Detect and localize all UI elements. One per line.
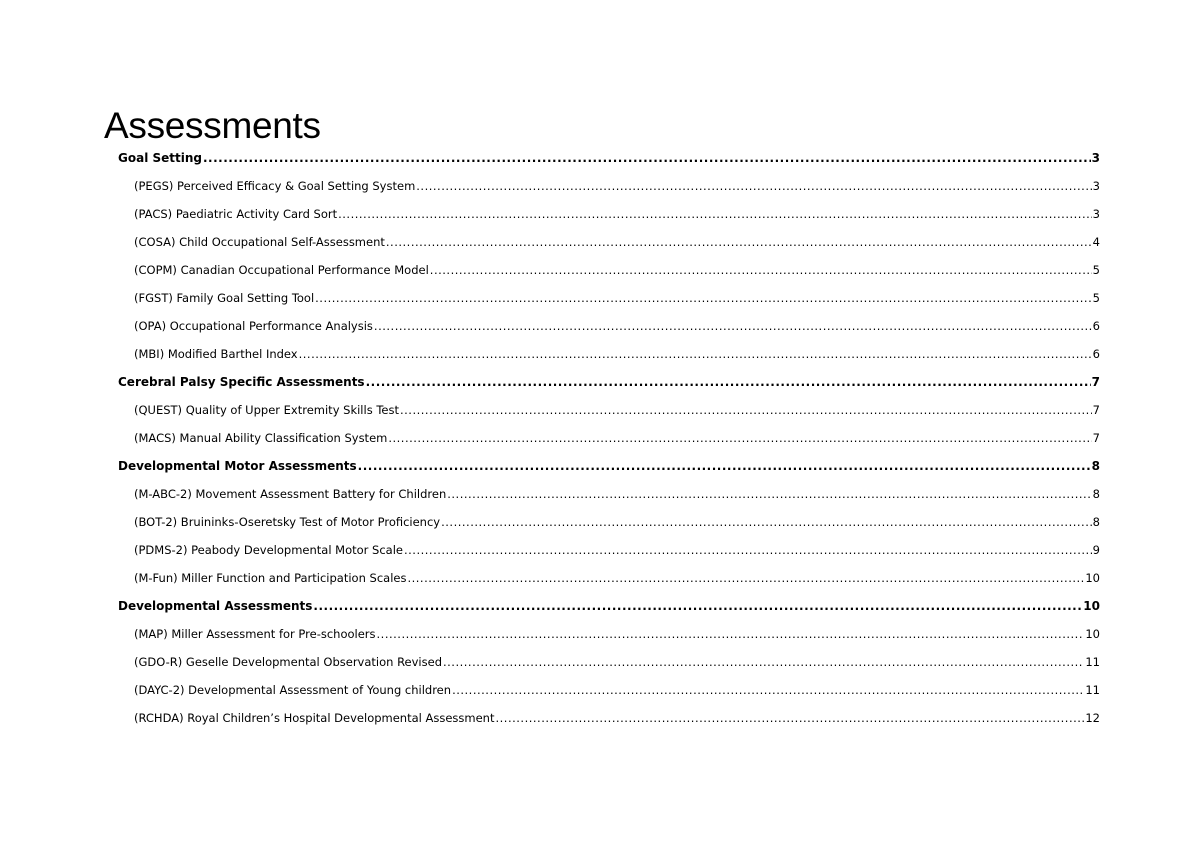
toc-page-number: 4 <box>1092 235 1100 249</box>
toc-entry-title: (RCHDA) Royal Children’s Hospital Developmental Assessment <box>134 711 495 725</box>
toc-dot-leader <box>404 540 1092 560</box>
toc-entry-title: (PACS) Paediatric Activity Card Sort <box>134 207 338 221</box>
toc-dot-leader <box>374 316 1092 336</box>
toc-page-number: 9 <box>1092 543 1100 557</box>
toc-entry-title: (MAP) Miller Assessment for Pre-schoolers <box>134 627 376 641</box>
toc-entry-fgst[interactable] <box>134 288 1100 308</box>
toc-entry-title: (M-ABC-2) Movement Assessment Battery for Children <box>134 487 447 501</box>
toc-entry-quest[interactable] <box>134 400 1100 420</box>
toc-dot-leader <box>299 344 1092 364</box>
toc-dot-leader <box>313 596 1082 616</box>
toc-entry-title: (QUEST) Quality of Upper Extremity Skills Test <box>134 403 399 417</box>
toc-entry-copm[interactable] <box>134 260 1100 280</box>
toc-dot-leader <box>366 372 1091 392</box>
toc-entry-dayc-2[interactable] <box>134 680 1100 700</box>
toc-page-number: 3 <box>1092 207 1100 221</box>
toc-page-number: 8 <box>1092 487 1100 501</box>
toc-entry-title: (FGST) Family Goal Setting Tool <box>134 291 315 305</box>
toc-dot-leader <box>203 148 1091 168</box>
toc-page-number: 7 <box>1092 403 1100 417</box>
toc-entry-title: (PEGS) Perceived Efficacy & Goal Setting System <box>134 179 416 193</box>
toc-page-number: 6 <box>1092 347 1100 361</box>
toc-entry-title: (COPM) Canadian Occupational Performance Model <box>134 263 429 277</box>
toc-page-number: 5 <box>1092 263 1100 277</box>
toc-page-number: 8 <box>1091 459 1100 473</box>
toc-page-number: 10 <box>1085 571 1100 585</box>
toc-page-number: 8 <box>1092 515 1100 529</box>
toc-entry-title: Developmental Assessments <box>118 599 313 613</box>
toc-entry-m-fun[interactable] <box>134 568 1100 588</box>
toc-dot-leader <box>443 652 1084 672</box>
toc-dot-leader <box>430 260 1092 280</box>
toc-page-number: 3 <box>1092 179 1100 193</box>
toc-entry-title: (M-Fun) Miller Function and Participation Scales <box>134 571 407 585</box>
toc-entry-rchda[interactable] <box>134 708 1100 728</box>
toc-page-number: 7 <box>1091 375 1100 389</box>
toc-dot-leader <box>386 232 1092 252</box>
toc-entry-macs[interactable] <box>134 428 1100 448</box>
toc-dot-leader <box>400 400 1092 420</box>
toc-dot-leader <box>388 428 1091 448</box>
toc-entry-bot-2[interactable] <box>134 512 1100 532</box>
toc-entry-title: (DAYC-2) Developmental Assessment of Young children <box>134 683 452 697</box>
toc-page-number: 6 <box>1092 319 1100 333</box>
toc-heading-developmental[interactable] <box>118 596 1100 616</box>
toc-entry-title: (MACS) Manual Ability Classification System <box>134 431 388 445</box>
toc-entry-cosa[interactable] <box>134 232 1100 252</box>
toc-dot-leader <box>452 680 1084 700</box>
toc-entry-title: (MBI) Modified Barthel Index <box>134 347 298 361</box>
toc-entry-opa[interactable] <box>134 316 1100 336</box>
toc-entry-map[interactable] <box>134 624 1100 644</box>
toc-entry-title: (OPA) Occupational Performance Analysis <box>134 319 373 333</box>
toc-entry-pdms-2[interactable] <box>134 540 1100 560</box>
toc-entry-pacs[interactable] <box>134 204 1100 224</box>
toc-entry-mbi[interactable] <box>134 344 1100 364</box>
toc-entry-title: (BOT-2) Bruininks-Oseretsky Test of Motor Proficiency <box>134 515 441 529</box>
toc-dot-leader <box>416 176 1091 196</box>
toc-page-number: 10 <box>1083 599 1100 613</box>
toc-heading-goal-setting[interactable] <box>118 148 1100 168</box>
toc-heading-developmental-motor[interactable] <box>118 456 1100 476</box>
toc-entry-title: Developmental Motor Assessments <box>118 459 357 473</box>
toc-dot-leader <box>338 204 1092 224</box>
toc-entry-title: (GDO-R) Geselle Developmental Observation Revised <box>134 655 442 669</box>
toc-page-number: 5 <box>1092 291 1100 305</box>
toc-entry-title: (COSA) Child Occupational Self-Assessment <box>134 235 385 249</box>
toc-dot-leader <box>447 484 1091 504</box>
toc-page-number: 3 <box>1091 151 1100 165</box>
toc-page-number: 11 <box>1085 683 1100 697</box>
toc-heading-cerebral-palsy[interactable] <box>118 372 1100 392</box>
toc-dot-leader <box>358 456 1091 476</box>
toc-dot-leader <box>441 512 1092 532</box>
toc-entry-pegs[interactable] <box>134 176 1100 196</box>
toc-dot-leader <box>377 624 1085 644</box>
toc-page-number: 12 <box>1085 711 1100 725</box>
toc-dot-leader <box>407 568 1084 588</box>
toc-page-number: 10 <box>1085 627 1100 641</box>
toc-entry-title: Goal Setting <box>118 151 202 165</box>
toc-entry-title: Cerebral Palsy Specific Assessments <box>118 375 365 389</box>
toc-page-number: 11 <box>1085 655 1100 669</box>
toc-dot-leader <box>495 708 1084 728</box>
page-title: Assessments <box>104 105 321 146</box>
toc-entry-gdo-r[interactable] <box>134 652 1100 672</box>
toc-entry-title: (PDMS-2) Peabody Developmental Motor Scale <box>134 543 403 557</box>
toc-entry-m-abc-2[interactable] <box>134 484 1100 504</box>
toc-dot-leader <box>315 288 1092 308</box>
toc-page-number: 7 <box>1092 431 1100 445</box>
